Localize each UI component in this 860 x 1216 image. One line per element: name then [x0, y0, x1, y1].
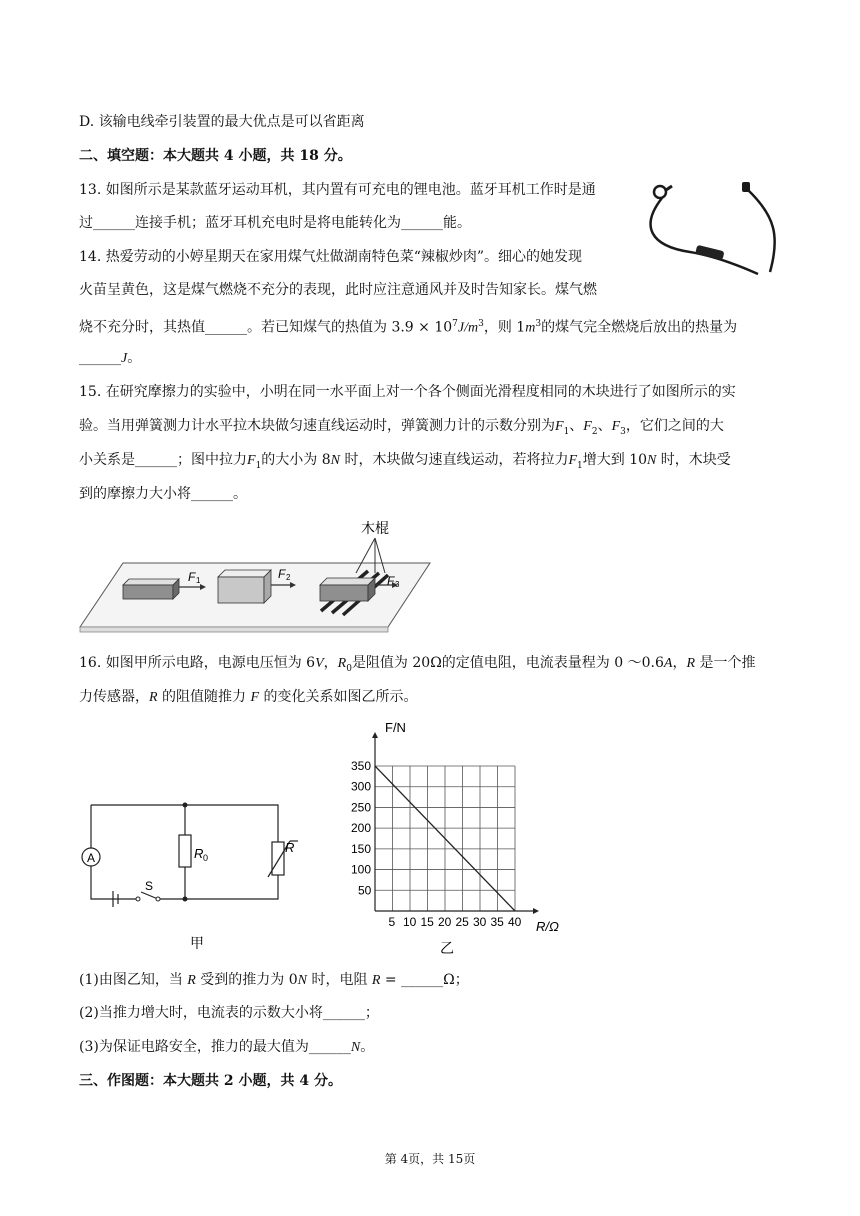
x-tick-label: 30 [473, 915, 487, 929]
chart-axes [372, 732, 539, 914]
force-resistance-chart [340, 715, 570, 955]
page-footer: 第 4页，共 15页 [384, 1152, 476, 1166]
q15-line2: 验。当用弹簧测力计水平拉木块做匀速直线运动时，弹簧测力计的示数分别为$F_1$、$F_2$、$F_3$，它们之间的大 [79, 418, 724, 437]
chart-ticks [351, 759, 522, 929]
r0-label: R [194, 846, 204, 861]
x-tick-label: 35 [490, 915, 504, 929]
q13-line2: 过______连接手机；蓝牙耳机充电时是将电能转化为______能。 [79, 215, 471, 231]
q15-line3: 小关系是______；图中拉力$F_1$的大小为 8N 时，木块做匀速直线运动，若将拉力$F_1$增大到 10N 时，木块受 [79, 452, 731, 471]
circuit-diagram [78, 795, 308, 955]
y-tick-label: 100 [351, 862, 372, 877]
section-2-heading: 二、填空题：本大题共 4 小题，共 18 分。 [79, 148, 352, 164]
label-wooden-stick: 木棍 [361, 520, 389, 536]
q16-line1: 16. 如图甲所示电路，电源电压恒为 6V，$R_0$是阻值为 20Ω的定值电阻，电流表量程为 0 ～0.6A，R 是一个推 [79, 655, 756, 674]
q16-sub2: (2)当推力增大时，电流表的示数大小将______； [79, 1005, 379, 1021]
q14-line1: 14. 热爱劳动的小婷星期天在家用煤气灶做湖南特色菜“辣椒炒肉”。细心的她发现 [79, 249, 583, 265]
switch-label: S [145, 879, 154, 893]
y-tick-label: 350 [351, 759, 372, 773]
label-f1-sub: 1 [196, 576, 201, 585]
x-tick-label: 5 [388, 915, 396, 929]
x-tick-label: 10 [403, 915, 417, 929]
x-tick-label: 15 [420, 915, 434, 929]
q16-sub1: (1)由图乙知，当 R 受到的推力为 0N 时，电阻 R = ______Ω； [79, 972, 469, 988]
y-axis-arrow [372, 732, 378, 738]
q14-line3: 烧不充分时，其热值______。若已知煤气的热值为 $3.9 \times 10^7J/m^3$，则 $1m^3$的煤气完全燃烧后放出的热量为 [79, 319, 738, 336]
q16-sub3: (3)为保证电路安全，推力的最大值为______N。 [79, 1039, 375, 1055]
r0-sub-label: 0 [203, 853, 209, 863]
q14-line4: ______J。 [79, 350, 142, 366]
q15-line1: 15. 在研究摩擦力的实验中，小明在同一水平面上对一个各个侧面光滑程度相同的木块进行了如图所示的实 [79, 384, 736, 400]
q16-line2: 力传感器，R 的阻值随推力 F 的变化关系如图乙所示。 [79, 689, 418, 705]
circuit-caption: 甲 [190, 935, 204, 951]
y-tick-label: 200 [351, 821, 372, 836]
label-f1: F [188, 570, 196, 584]
label-f2-sub: 2 [286, 573, 291, 582]
q13-line1: 13. 如图所示是某款蓝牙运动耳机，其内置有可充电的锂电池。蓝牙耳机工作时是通 [79, 182, 596, 198]
x-tick-label: 20 [438, 915, 452, 929]
label-f3-sub: 3 [395, 580, 400, 589]
q14-line2: 火苗呈黄色，这是煤气燃烧不充分的表现，此时应注意通风并及时告知家长。煤气燃 [79, 282, 597, 298]
section-3-heading: 三、作图题：本大题共 2 小题，共 4 分。 [79, 1073, 342, 1089]
q15-line4: 到的摩擦力大小将______。 [79, 486, 247, 502]
x-axis-label: R/Ω [536, 919, 559, 934]
friction-experiment-figure [78, 515, 438, 640]
chart-caption: 乙 [440, 940, 454, 955]
y-tick-label: 150 [351, 841, 372, 856]
label-f2: F [278, 567, 286, 581]
x-tick-label: 40 [508, 915, 522, 929]
y-axis-label: F/N [385, 720, 406, 735]
option-d: D. 该输电线牵引装置的最大优点是可以省距离 [79, 114, 365, 130]
r-label: R [285, 840, 295, 855]
x-axis-arrow [533, 908, 539, 914]
y-tick-label: 50 [358, 883, 372, 898]
ammeter-label: A [87, 851, 96, 865]
x-tick-label: 25 [455, 915, 469, 929]
label-f3: F [387, 574, 395, 588]
y-tick-label: 300 [351, 779, 372, 794]
bluetooth-earphone-image [640, 176, 790, 276]
y-tick-label: 250 [351, 800, 372, 815]
